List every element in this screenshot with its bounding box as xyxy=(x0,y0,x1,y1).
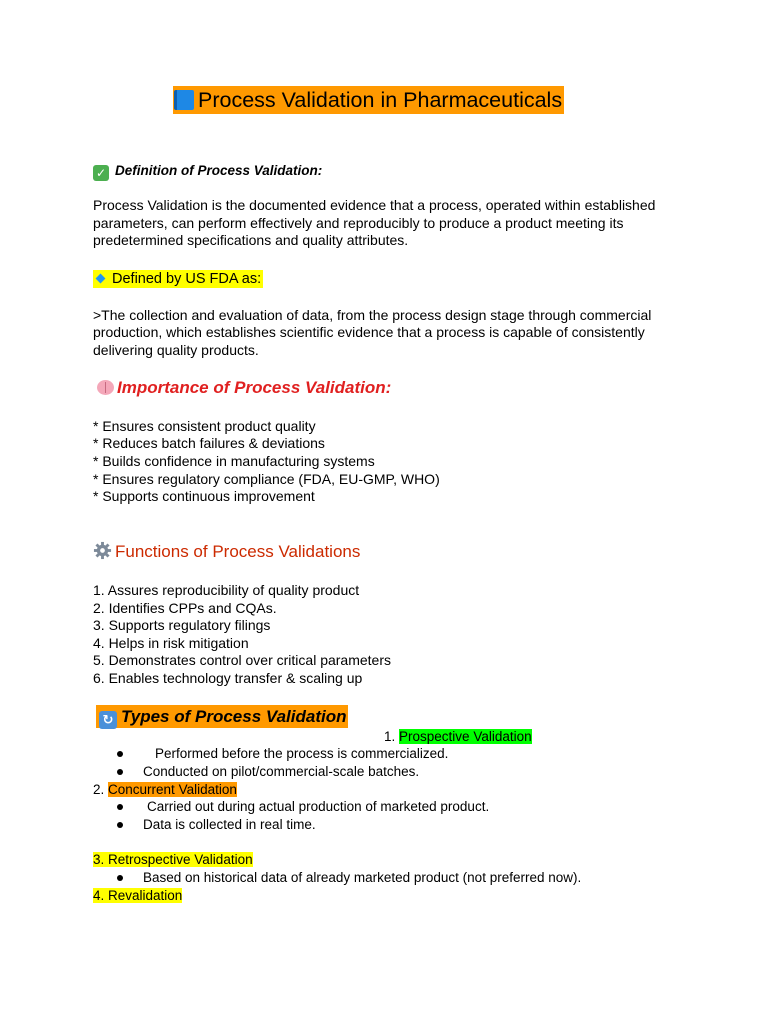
bullet-dot xyxy=(117,875,123,881)
prospective-validation-item xyxy=(384,728,532,745)
page-title xyxy=(173,86,564,114)
fda-line: production, which establishes scientific evidence that a process is capable of consistently xyxy=(93,324,645,340)
definition-heading-text: Definition of Process Validation: xyxy=(115,163,323,178)
importance-heading xyxy=(97,377,391,399)
functions-heading-text: Functions of Process Validations xyxy=(115,542,361,561)
fda-line: delivering quality products. xyxy=(93,342,259,358)
fda-heading xyxy=(93,270,263,288)
bullet-dot xyxy=(117,804,123,810)
definition-line: parameters, can perform effectively and reproducibly to produce a product meeting its xyxy=(93,215,624,231)
types-heading-text: Types of Process Validation xyxy=(121,707,347,726)
retrospective-validation-item xyxy=(93,851,253,868)
gear-icon xyxy=(93,541,112,560)
functions-heading xyxy=(93,541,360,563)
cycle-arrows-icon: ↻ xyxy=(99,711,117,729)
fda-line: >The collection and evaluation of data, from the process design stage through commercial xyxy=(93,307,652,323)
importance-item: * Supports continuous improvement xyxy=(93,488,315,504)
prospective-label: Prospective Validation xyxy=(399,729,532,744)
functions-item: 2. Identifies CPPs and CQAs. xyxy=(93,600,277,616)
bullet-dot xyxy=(117,822,123,828)
importance-heading-text: Importance of Process Validation: xyxy=(117,378,392,397)
fda-heading-text: Defined by US FDA as: xyxy=(112,271,262,287)
functions-item: 6. Enables technology transfer & scaling up xyxy=(93,670,363,686)
concurrent-bullet: Carried out during actual production of marketed product. xyxy=(147,799,490,814)
retrospective-bullet: Based on historical data of already marketed product (not preferred now). xyxy=(143,870,582,885)
blue-diamond-icon xyxy=(96,274,106,284)
types-heading xyxy=(96,705,348,728)
importance-item: * Reduces batch failures & deviations xyxy=(93,435,325,451)
prospective-bullet: Performed before the process is commercialized. xyxy=(155,746,449,761)
bullet-dot xyxy=(117,769,123,775)
functions-item: 4. Helps in risk mitigation xyxy=(93,635,249,651)
page-title-text: Process Validation in Pharmaceuticals xyxy=(198,88,563,112)
prospective-bullet: Conducted on pilot/commercial-scale batches. xyxy=(143,764,420,779)
definition-line: predetermined specifications and quality attributes. xyxy=(93,232,409,248)
prospective-number: 1. xyxy=(384,729,396,744)
functions-item: 1. Assures reproducibility of quality product xyxy=(93,582,360,598)
definition-heading xyxy=(93,162,322,181)
importance-item: * Ensures consistent product quality xyxy=(93,418,316,434)
concurrent-bullet: Data is collected in real time. xyxy=(143,817,316,832)
check-mark-icon: ✓ xyxy=(93,165,109,181)
concurrent-validation-item xyxy=(93,781,237,798)
importance-item: * Builds confidence in manufacturing systems xyxy=(93,453,375,469)
bullet-dot xyxy=(117,751,123,757)
concurrent-label: Concurrent Validation xyxy=(108,782,237,797)
concurrent-number: 2. xyxy=(93,782,105,797)
blue-book-icon xyxy=(174,90,194,110)
definition-line: Process Validation is the documented evidence that a process, operated within established xyxy=(93,197,656,213)
revalidation-item xyxy=(93,887,182,904)
revalidation-label: 4. Revalidation xyxy=(93,888,183,903)
brain-icon xyxy=(97,380,114,395)
importance-item: * Ensures regulatory compliance (FDA, EU-GMP, WHO) xyxy=(93,471,440,487)
functions-item: 5. Demonstrates control over critical parameters xyxy=(93,652,391,668)
functions-item: 3. Supports regulatory filings xyxy=(93,617,271,633)
retrospective-label: 3. Retrospective Validation xyxy=(93,852,253,867)
